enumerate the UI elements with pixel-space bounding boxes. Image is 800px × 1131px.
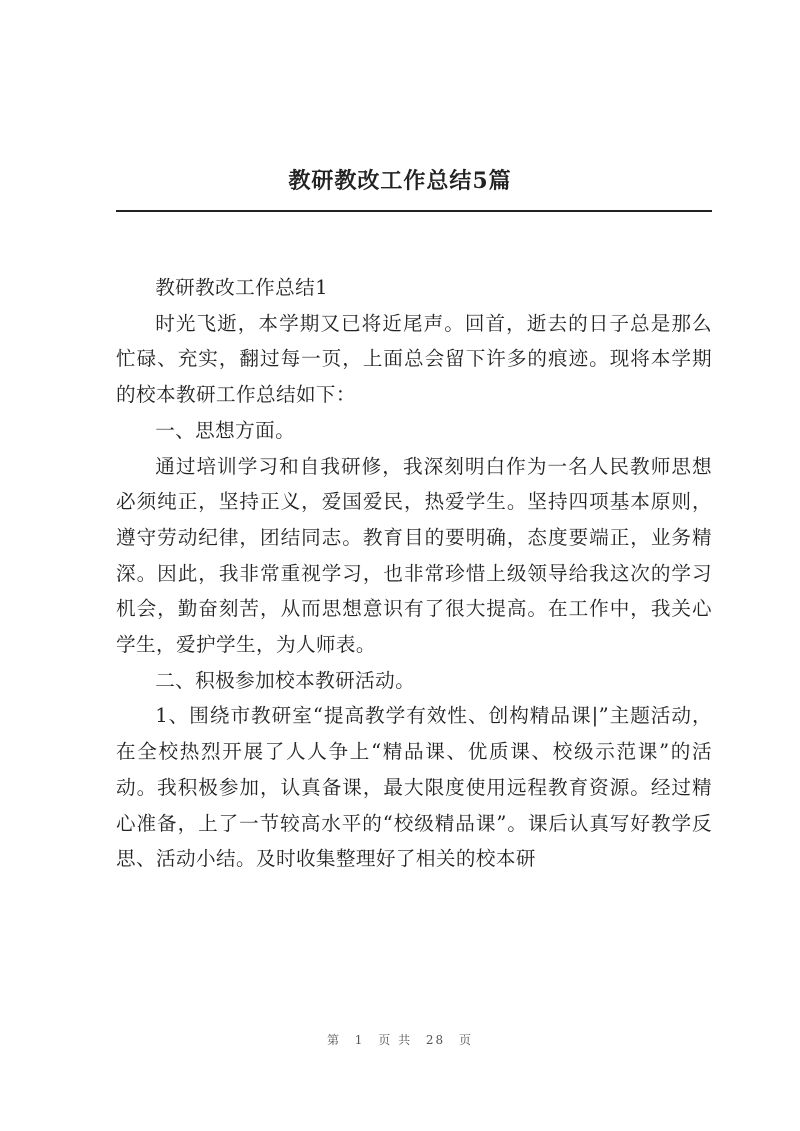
footer-page-middle: 页 共 (378, 1033, 413, 1047)
footer-page-number: 1 (354, 1033, 365, 1047)
footer-page-total: 28 (425, 1033, 446, 1047)
footer-page-prefix: 第 (326, 1033, 341, 1047)
page-footer (0, 1031, 800, 1048)
footer-page-suffix: 页 (459, 1033, 474, 1047)
body-paragraph: 时光飞逝，本学期又已将近尾声。回首，逝去的日子总是那么忙碌、充实，翻过每一页，上面总会留下许多的痕迹。现将本学期的校本教研工作总结如下： (116, 311, 712, 407)
section-heading: 教研教改工作总结1 (155, 276, 329, 299)
document-body (116, 270, 712, 877)
title-divider (116, 210, 712, 212)
document-title: 教研教改工作总结5篇 (288, 168, 512, 194)
body-paragraph: 通过培训学习和自我研修，我深刻明白作为一名人民教师思想必须纯正，坚持正义，爱国爱民，热爱学生。坚持四项基本原则，遵守劳动纪律，团结同志。教育目的要明确，态度要端正，业务精深。因此，我非常重视学习，也非常珍惜上级领导给我这次的学习机会，勤奋刻苦，从而思想意识有了很大提高。在工作中，我关心学生，爱护学生，为人师表。 (116, 454, 712, 657)
section-heading: 二、积极参加校本教研活动。 (155, 668, 416, 692)
body-paragraph: 1、围绕市教研室“提高教学有效性、创构精品课|”主题活动，在全校热烈开展了人人争上“精品课、优质课、校级示范课”的活动。我积极参加，认真备课，最大限度使用远程教育资源。经过精心准备，上了一节较高水平的“校级精品课”。课后认真写好教学反思、活动小结。及时收集整理好了相关的校本研 (116, 704, 712, 871)
section-heading: 一、思想方面。 (155, 418, 296, 442)
